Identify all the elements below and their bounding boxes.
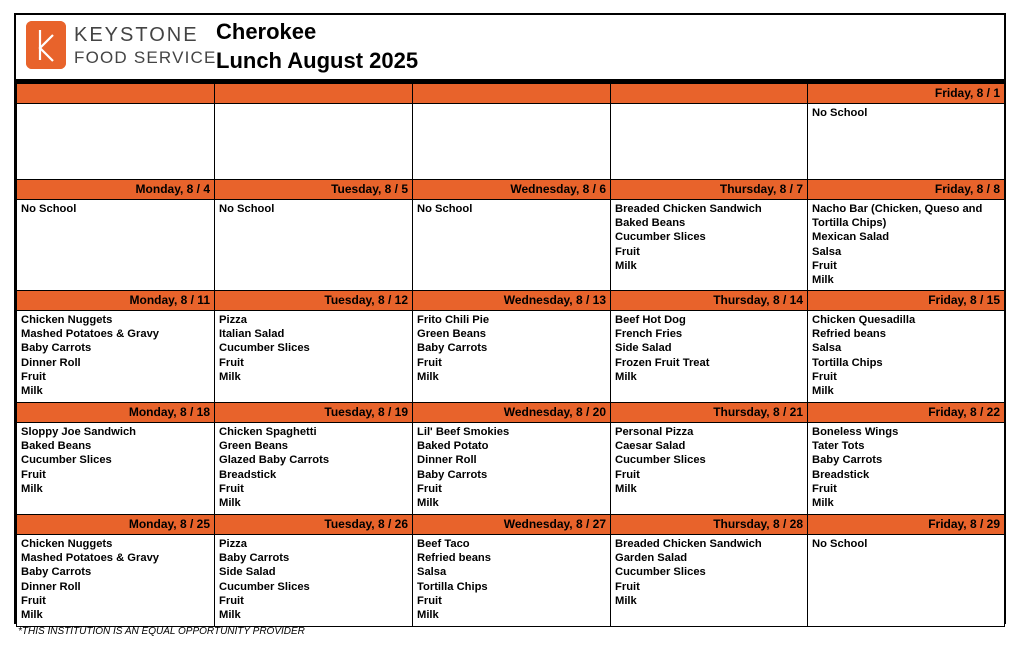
menu-item: Baked Beans xyxy=(615,217,686,230)
day-menu-cell xyxy=(215,311,413,403)
menu-item: Green Beans xyxy=(417,328,487,341)
day-menu-cell xyxy=(611,200,808,291)
menu-item: Pizza xyxy=(219,314,247,326)
menu-item: Cucumber Slices xyxy=(615,231,706,244)
menu-item: Salsa xyxy=(417,566,447,579)
week-menu-row xyxy=(17,311,1005,403)
menu-item: Dinner Roll xyxy=(21,356,81,369)
menu-item: French Fries xyxy=(615,328,683,341)
menu-item: Frozen Fruit Treat xyxy=(615,356,710,369)
menu-item: Side Salad xyxy=(615,342,672,355)
day-label: Thursday, 8 / 21 xyxy=(611,403,808,423)
menu-item: Breaded Chicken Sandwich xyxy=(615,203,762,215)
menu-item: Breaded Chicken Sandwich xyxy=(615,538,762,550)
menu-item: Fruit xyxy=(219,482,244,495)
menu-item: Nacho Bar (Chicken, Queso and Tortilla Chips) xyxy=(812,203,983,230)
menu-item: Fruit xyxy=(615,580,640,593)
day-menu-cell xyxy=(611,423,808,515)
day-menu-cell xyxy=(17,535,215,627)
day-label: Monday, 8 / 4 xyxy=(17,180,215,200)
menu-item: Milk xyxy=(219,497,241,510)
day-menu-cell xyxy=(611,104,808,180)
day-menu-cell xyxy=(215,200,413,291)
day-label: Wednesday, 8 / 6 xyxy=(413,180,611,200)
day-menu-cell xyxy=(215,423,413,515)
menu-item: Fruit xyxy=(417,594,442,607)
menu-item: Personal Pizza xyxy=(615,426,694,438)
brand-subtitle: FOOD SERVICE xyxy=(74,48,217,67)
menu-item: Baby Carrots xyxy=(417,468,488,481)
menu-item: Milk xyxy=(417,609,439,622)
menu-item: Cucumber Slices xyxy=(219,342,310,355)
menu-item: Fruit xyxy=(615,468,640,481)
week-header-row xyxy=(17,515,1005,535)
day-menu-cell xyxy=(413,535,611,627)
menu-item: Fruit xyxy=(219,594,244,607)
menu-item: Cucumber Slices xyxy=(21,454,112,467)
menu-item: Fruit xyxy=(21,370,46,383)
menu-item: No School xyxy=(417,203,473,215)
menu-item: Caesar Salad xyxy=(615,440,686,453)
day-label: Thursday, 8 / 7 xyxy=(611,180,808,200)
menu-item: Cucumber Slices xyxy=(615,566,706,579)
menu-item: Milk xyxy=(417,497,439,510)
menu-item: Fruit xyxy=(219,356,244,369)
menu-item: Beef Hot Dog xyxy=(615,314,686,326)
menu-item: Salsa xyxy=(812,342,842,355)
menu-item: Baked Beans xyxy=(21,440,92,453)
day-menu-cell xyxy=(413,104,611,180)
menu-item: Sloppy Joe Sandwich xyxy=(21,426,137,438)
menu-item: No School xyxy=(812,538,868,550)
menu-item: Milk xyxy=(615,594,637,607)
menu-item: No School xyxy=(219,203,275,215)
calendar-table xyxy=(16,83,1005,627)
week-header-row xyxy=(17,84,1005,104)
day-label xyxy=(17,84,215,104)
menu-item: Milk xyxy=(219,609,241,622)
menu-item: Fruit xyxy=(812,370,837,383)
day-menu-cell xyxy=(215,535,413,627)
day-menu-cell xyxy=(808,423,1005,515)
menu-item: Refried beans xyxy=(812,328,886,341)
menu-item: Beef Taco xyxy=(417,538,470,550)
menu-item: Milk xyxy=(21,482,43,495)
menu-item: Fruit xyxy=(417,356,442,369)
menu-item: Breadstick xyxy=(812,468,870,481)
day-label: Monday, 8 / 25 xyxy=(17,515,215,535)
menu-item: Milk xyxy=(812,385,834,398)
menu-item: Milk xyxy=(21,385,43,398)
week-menu-row xyxy=(17,535,1005,627)
menu-item: No School xyxy=(812,107,868,119)
menu-page xyxy=(14,13,1006,624)
day-menu-cell xyxy=(413,200,611,291)
menu-item: Mexican Salad xyxy=(812,231,890,244)
menu-item: Milk xyxy=(21,609,43,622)
day-label: Wednesday, 8 / 20 xyxy=(413,403,611,423)
brand-name: KEYSTONE xyxy=(74,24,199,46)
week-header-row xyxy=(17,180,1005,200)
menu-item: Boneless Wings xyxy=(812,426,899,438)
menu-item: Glazed Baby Carrots xyxy=(219,454,330,467)
day-label: Friday, 8 / 22 xyxy=(808,403,1005,423)
menu-item: Cucumber Slices xyxy=(615,454,706,467)
menu-item: Chicken Quesadilla xyxy=(812,314,916,326)
day-menu-cell xyxy=(808,535,1005,627)
day-label: Monday, 8 / 11 xyxy=(17,291,215,311)
day-menu-cell xyxy=(17,423,215,515)
menu-item: Tortilla Chips xyxy=(812,356,883,369)
day-label: Tuesday, 8 / 26 xyxy=(215,515,413,535)
menu-item: Cucumber Slices xyxy=(219,580,310,593)
menu-item: Chicken Nuggets xyxy=(21,538,113,550)
menu-item: Baby Carrots xyxy=(219,552,290,565)
day-label: Friday, 8 / 8 xyxy=(808,180,1005,200)
menu-item: Breadstick xyxy=(219,468,277,481)
menu-item: Fruit xyxy=(812,259,837,272)
day-menu-cell xyxy=(611,311,808,403)
menu-item: Refried beans xyxy=(417,552,491,565)
week-menu-row xyxy=(17,104,1005,180)
menu-item: Fruit xyxy=(615,245,640,258)
day-menu-cell xyxy=(17,104,215,180)
footnote: *THIS INSTITUTION IS AN EQUAL OPPORTUNITY PROVIDER xyxy=(18,626,305,637)
menu-item: Lil' Beef Smokies xyxy=(417,426,510,438)
menu-item: Baby Carrots xyxy=(21,566,92,579)
day-menu-cell xyxy=(17,200,215,291)
menu-item: Italian Salad xyxy=(219,328,285,341)
day-menu-cell xyxy=(215,104,413,180)
school-name: Cherokee xyxy=(216,19,317,44)
menu-item: Green Beans xyxy=(219,440,289,453)
keystone-k-logo-icon xyxy=(26,21,66,69)
day-menu-cell xyxy=(611,535,808,627)
day-label: Wednesday, 8 / 13 xyxy=(413,291,611,311)
day-menu-cell xyxy=(808,104,1005,180)
week-header-row xyxy=(17,291,1005,311)
menu-item: Dinner Roll xyxy=(417,454,477,467)
week-header-row xyxy=(17,403,1005,423)
week-menu-row xyxy=(17,200,1005,291)
day-menu-cell xyxy=(413,423,611,515)
day-label: Friday, 8 / 1 xyxy=(808,84,1005,104)
menu-title: Lunch August 2025 xyxy=(216,48,419,73)
day-label xyxy=(413,84,611,104)
menu-item: Milk xyxy=(417,370,439,383)
menu-item: Baby Carrots xyxy=(812,454,883,467)
day-label: Tuesday, 8 / 19 xyxy=(215,403,413,423)
menu-item: Milk xyxy=(615,259,637,272)
menu-item: Tater Tots xyxy=(812,440,865,453)
menu-item: Garden Salad xyxy=(615,552,688,565)
menu-item: Baked Potato xyxy=(417,440,489,453)
menu-item: Milk xyxy=(812,274,834,287)
menu-item: Chicken Nuggets xyxy=(21,314,113,326)
day-label xyxy=(611,84,808,104)
menu-calendar xyxy=(16,83,1004,622)
menu-item: Fruit xyxy=(21,594,46,607)
menu-item: No School xyxy=(21,203,77,215)
menu-item: Baby Carrots xyxy=(21,342,92,355)
menu-item: Frito Chili Pie xyxy=(417,314,490,326)
menu-item: Chicken Spaghetti xyxy=(219,426,317,438)
day-menu-cell xyxy=(808,200,1005,291)
menu-item: Baby Carrots xyxy=(417,342,488,355)
menu-item: Side Salad xyxy=(219,566,276,579)
week-menu-row xyxy=(17,423,1005,515)
day-label: Thursday, 8 / 14 xyxy=(611,291,808,311)
menu-item: Mashed Potatoes & Gravy xyxy=(21,552,160,565)
day-menu-cell xyxy=(413,311,611,403)
day-menu-cell xyxy=(808,311,1005,403)
menu-item: Dinner Roll xyxy=(21,580,81,593)
day-menu-cell xyxy=(17,311,215,403)
header xyxy=(16,15,1004,79)
day-label: Friday, 8 / 29 xyxy=(808,515,1005,535)
menu-item: Salsa xyxy=(812,245,842,258)
menu-item: Fruit xyxy=(21,468,46,481)
day-label: Tuesday, 8 / 12 xyxy=(215,291,413,311)
menu-item: Milk xyxy=(615,370,637,383)
day-label: Tuesday, 8 / 5 xyxy=(215,180,413,200)
day-label: Monday, 8 / 18 xyxy=(17,403,215,423)
day-label: Friday, 8 / 15 xyxy=(808,291,1005,311)
day-label: Wednesday, 8 / 27 xyxy=(413,515,611,535)
menu-item: Pizza xyxy=(219,538,247,550)
menu-item: Milk xyxy=(615,482,637,495)
day-label: Thursday, 8 / 28 xyxy=(611,515,808,535)
menu-item: Milk xyxy=(219,370,241,383)
menu-item: Mashed Potatoes & Gravy xyxy=(21,328,160,341)
day-label xyxy=(215,84,413,104)
menu-item: Milk xyxy=(812,497,834,510)
menu-item: Fruit xyxy=(417,482,442,495)
menu-item: Tortilla Chips xyxy=(417,580,488,593)
menu-item: Fruit xyxy=(812,482,837,495)
